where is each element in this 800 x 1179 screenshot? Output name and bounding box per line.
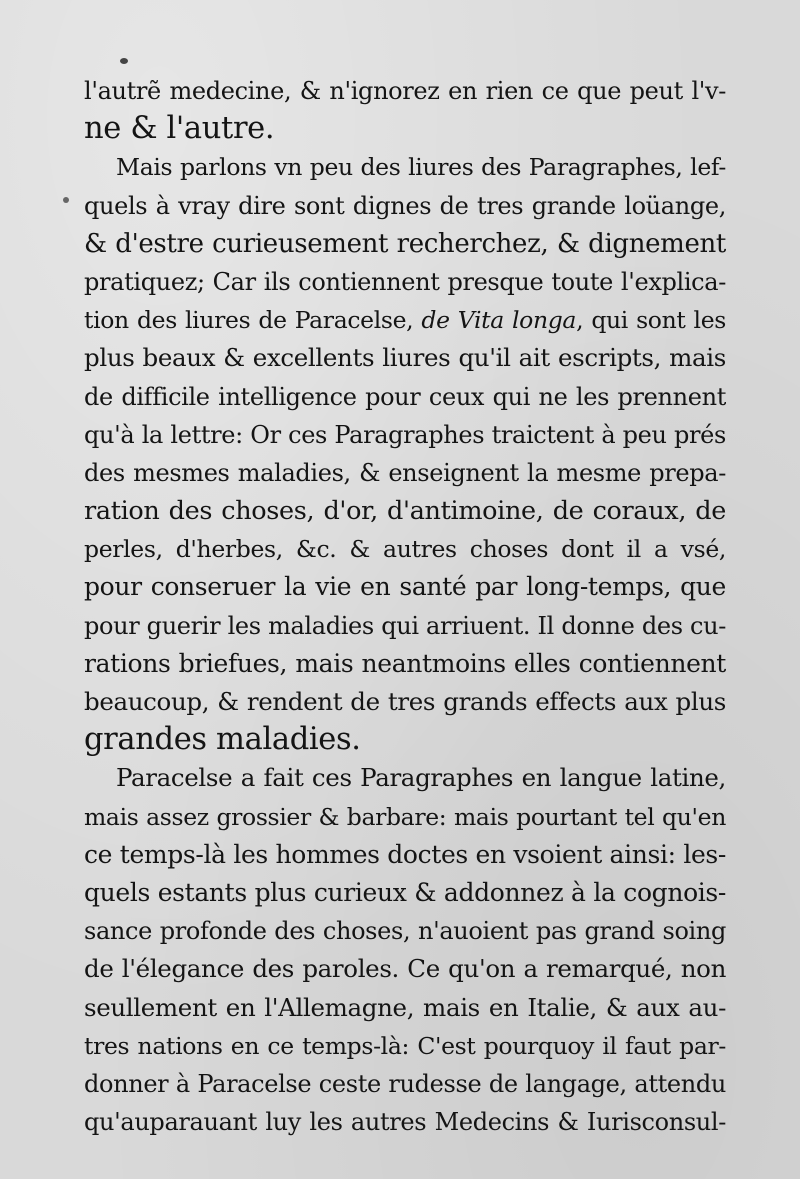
text-line: pour guerir les maladies qui arriuent. Il donne des cu-: [84, 611, 726, 640]
paragraph-start-line: Mais parlons vn peu des liures des Paragraphes, lef-: [116, 153, 726, 182]
text-line: de l'élegance des paroles. Ce qu'on a remarqué, non: [84, 954, 726, 984]
text-line: & d'estre curieusement recherchez, & dignement: [84, 228, 726, 259]
text-line: pratiquez; Car ils contiennent presque toute l'explica-: [84, 267, 726, 296]
text-line: plus beaux & excellents liures qu'il ait escripts, mais: [84, 343, 726, 373]
paragraph-start-line: Paracelse a fait ces Paragraphes en langue latine,: [116, 763, 726, 793]
ink-speck: [120, 58, 128, 64]
text-segment: , qui sont les: [576, 306, 726, 335]
text-line: quels à vray dire sont dignes de tres grande loüange,: [84, 191, 726, 220]
text-line: qu'auparauant luy les autres Medecins & Iurisconsul-: [84, 1108, 726, 1137]
text-line: ration des choses, d'or, d'antimoine, de coraux, de: [84, 496, 726, 527]
text-line: de difficile intelligence pour ceux qui ne les prennent: [84, 382, 726, 411]
text-line: seullement en l'Allemagne, mais en Italie, & aux au-: [84, 992, 726, 1022]
text-line: qu'à la lettre: Or ces Paragraphes traictent à peu prés: [84, 420, 726, 449]
text-line: des mesmes maladies, & enseignent la mesme prepa-: [84, 458, 726, 487]
page-text: [84, 72, 726, 1141]
text-line: beaucoup, & rendent de tres grands effects aux plus: [84, 687, 726, 716]
text-line: donner à Paracelse ceste rudesse de langage, attendu: [84, 1069, 726, 1098]
text-line: pour conseruer la vie en santé par long-temps, que: [84, 572, 726, 602]
text-line: quels estants plus curieux & addonnez à la cognois-: [84, 877, 726, 907]
italic-book-title: de Vita longa: [421, 306, 577, 335]
text-line: rations briefues, mais neantmoins elles contiennent: [84, 648, 726, 678]
text-line: mais assez grossier & barbare: mais pourtant tel qu'en: [84, 802, 726, 831]
text-line: tres nations en ce temps-là: C'est pourquoy il faut par-: [84, 1031, 726, 1060]
text-line: ce temps-là les hommes doctes en vsoient ainsi: les-: [84, 839, 726, 869]
text-line: l'autrẽ medecine, & n'ignorez en rien ce que peut l'v-: [84, 77, 726, 105]
text-line-with-italic-title: [84, 301, 726, 339]
text-line: sance profonde des choses, n'auoient pas grand soing: [84, 917, 726, 946]
text-line: grandes maladies.: [84, 722, 361, 758]
text-segment: tion des liures de Paracelse,: [84, 306, 422, 335]
text-line: ne & l'autre.: [84, 111, 275, 147]
ink-speck: [63, 197, 69, 203]
text-line: perles, d'herbes, &c. & autres choses dont il a vsé,: [84, 535, 726, 564]
